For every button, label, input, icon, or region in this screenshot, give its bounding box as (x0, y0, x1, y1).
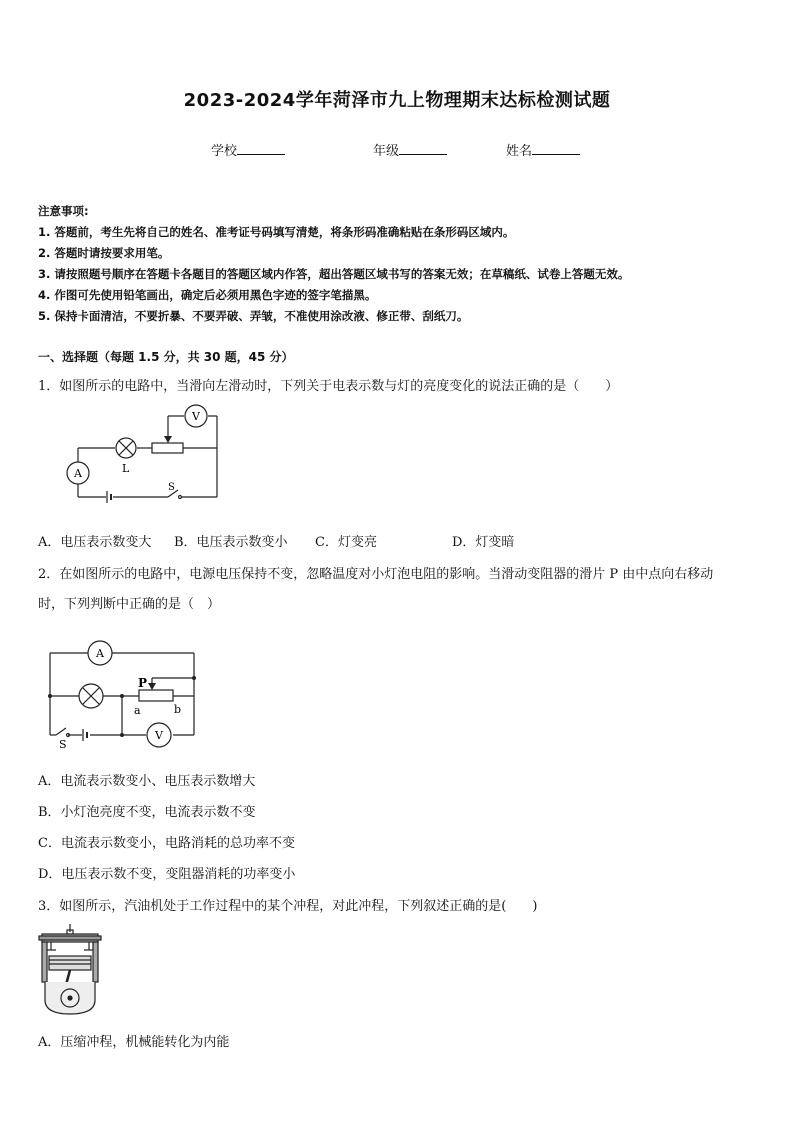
name-label: 姓名 (506, 144, 533, 159)
notice-item: 4. 作图可先使用铅笔画出，确定后必须用黑色字迹的签字笔描黑。 (38, 288, 377, 302)
section-heading: 一、选择题（每题 1.5 分，共 30 题，45 分） (38, 350, 294, 364)
slider-arrow-icon (148, 683, 156, 690)
notice-item: 3. 请按照题号顺序在答题卡各题目的答题区域内作答，超出答题区域书写的答案无效；在草稿纸、试卷上答题无效。 (38, 267, 630, 281)
q1-option-b[interactable]: B．电压表示数变小 (174, 535, 288, 550)
junction-dot (120, 694, 124, 698)
school-field[interactable] (211, 140, 285, 159)
grade-field[interactable] (373, 140, 447, 159)
end-b-label: b (174, 703, 182, 716)
notice-heading: 注意事项: (38, 204, 89, 218)
q1-option-c[interactable]: C．灯变亮 (315, 535, 377, 550)
grade-blank[interactable] (399, 142, 447, 155)
junction-dot (192, 676, 196, 680)
q3-option-a[interactable]: A．压缩冲程，机械能转化为内能 (38, 1035, 230, 1050)
grade-label: 年级 (373, 144, 400, 159)
q1-option-d[interactable]: D．灯变暗 (452, 535, 515, 550)
q2-option-d[interactable]: D．电压表示数不变，变阻器消耗的功率变小 (38, 867, 296, 882)
notice-item: 5. 保持卡面清洁，不要折暴、不要弄破、弄皱，不准使用涂改液、修正带、刮纸刀。 (38, 309, 469, 323)
ammeter-label: A (96, 647, 104, 660)
junction-dot (120, 733, 124, 737)
q2-circuit-diagram (40, 638, 206, 750)
lamp-label: L (122, 462, 130, 475)
voltmeter-label: V (155, 729, 163, 742)
notice-item: 2. 答题时请按要求用笔。 (38, 246, 170, 260)
q1-option-a[interactable]: A．电压表示数变大 (38, 535, 152, 550)
page-title: 2023-2024学年菏泽市九上物理期末达标检测试题 (183, 90, 611, 111)
question-2-stem-line2: 时，下列判断中正确的是（ ） (38, 597, 221, 612)
end-a-label: a (134, 704, 141, 717)
question-3-stem: 3．如图所示，汽油机处于工作过程中的某个冲程，对此冲程，下列叙述正确的是( ) (38, 899, 538, 914)
slider-arrow-icon (164, 436, 172, 443)
voltmeter-label: V (192, 410, 200, 423)
q2-option-a[interactable]: A．电流表示数变小、电压表示数增大 (38, 774, 256, 789)
school-label: 学校 (211, 144, 238, 159)
q1-circuit-diagram (60, 400, 230, 508)
name-field[interactable] (506, 140, 580, 159)
slider-p-label: P (138, 676, 148, 690)
q2-option-b[interactable]: B．小灯泡亮度不变，电流表示数不变 (38, 805, 256, 820)
school-blank[interactable] (237, 142, 285, 155)
name-blank[interactable] (532, 142, 580, 155)
switch-label: S (168, 482, 175, 493)
engine-cylinder-diagram (37, 922, 107, 1018)
ammeter-label: A (74, 467, 82, 480)
switch-label: S (59, 738, 67, 750)
question-1-stem: 1．如图所示的电路中，当滑向左滑动时，下列关于电表示数与灯的亮度变化的说法正确的是（ ） (38, 379, 619, 394)
question-2-stem-line1: 2．在如图所示的电路中，电源电压保持不变，忽略温度对小灯泡电阻的影响。当滑动变阻器的滑片 P 由中点向右移动 (38, 567, 714, 582)
junction-dot (48, 694, 52, 698)
q2-option-c[interactable]: C．电流表示数变小，电路消耗的总功率不变 (38, 836, 295, 851)
notice-item: 1. 答题前，考生先将自己的姓名、准考证号码填写清楚，将条形码准确粘贴在条形码区域内。 (38, 225, 515, 239)
